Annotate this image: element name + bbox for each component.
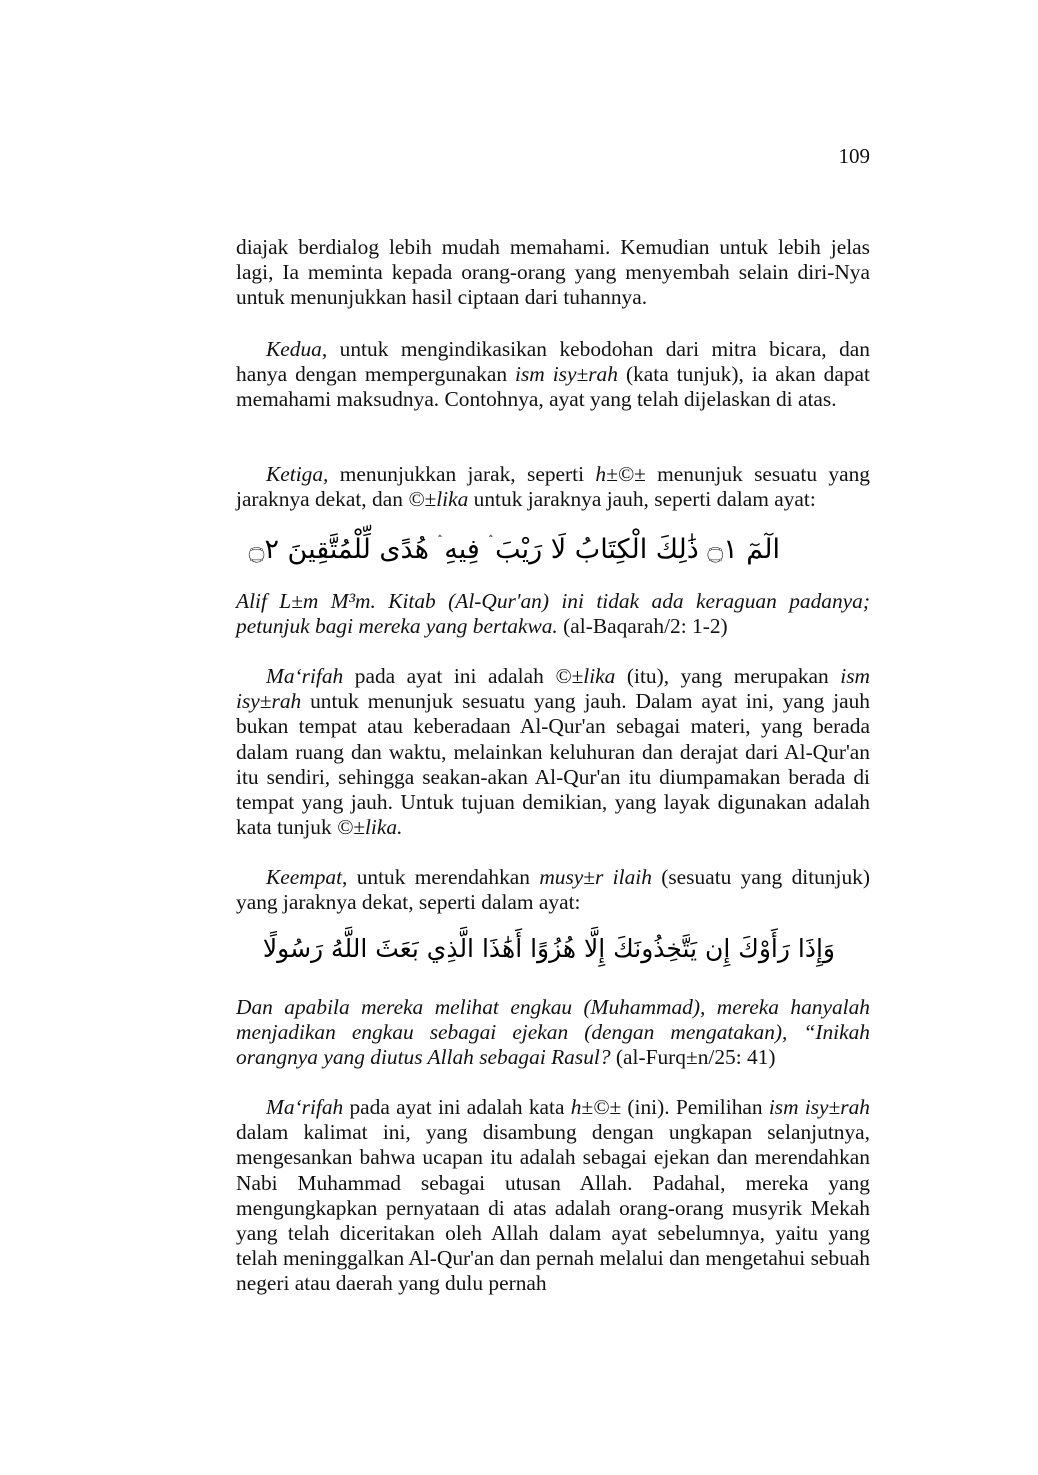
marifah-2-text-1: pada ayat ini adalah kata	[343, 1095, 571, 1119]
marifah-1-text-2: (itu), yang merupakan	[615, 664, 841, 688]
paragraph-continuation	[236, 235, 870, 311]
ketiga-lead: Ketiga,	[266, 462, 329, 486]
marifah-1-text-1: pada ayat ini adalah	[343, 664, 556, 688]
marifah-2-text-3: dalam kalimat ini, yang disambung dengan ungkapan selanjutnya, mengesankan bahwa ucapan itu adalah sebagai ejekan dan merendahkan Nabi Muhammad sebagai utusan Allah. Padahal, mereka yang mengungkapkan pernyataan di atas adalah orang-orang musyrik Mekah yang telah diceritakan oleh Allah dalam ayat sebelumnya, yaitu yang telah meninggalkan Al-Qur'an dan pernah melalui dan mengetahui sebuah negeri atau daerah yang dulu pernah	[236, 1120, 870, 1296]
ketiga-term-1: h±©±	[595, 462, 646, 486]
verse-1-arabic: الٓمٓ ۝١ ذَٰلِكَ الْكِتَابُ لَا رَيْبَ ۛ فِيهِ ۛ هُدًى لِّلْمُتَّقِينَ ۝٢	[248, 534, 780, 565]
verse-2-translation-block	[236, 995, 870, 1071]
ketiga-term-2: ©±lika	[408, 487, 469, 512]
marifah-2-text-2: (ini). Pemilihan	[621, 1095, 769, 1119]
keempat-text-1: , untuk merendahkan	[342, 865, 540, 889]
verse-1-translation: Alif L±m M³m. Kitab (Al-Qur'an) ini tidak ada keraguan padanya; petunjuk bagi mereka yang bertakwa.	[236, 589, 870, 639]
paragraph-1-text: diajak berdialog lebih mudah memahami. Kemudian untuk lebih jelas lagi, Ia meminta kepada orang-orang yang menyembah selain diri-Nya untuk menunjukkan hasil ciptaan dari tuhannya.	[236, 235, 870, 310]
keempat-lead: Keempat	[266, 865, 343, 889]
marifah-1-lead: Ma‘rifah	[266, 664, 344, 688]
kedua-text-2: (kata tunjuk), ia akan dapat memahami maksudnya. Contohnya, ayat yang telah dijelaskan di atas.	[236, 362, 870, 412]
kedua-term: ism isy±rah	[515, 362, 618, 387]
marifah-2-lead: Ma‘rifah	[266, 1095, 344, 1119]
kedua-lead: Kedua,	[266, 337, 328, 361]
ketiga-text-3: untuk jaraknya jauh, seperti dalam ayat:	[468, 487, 816, 512]
marifah-1-text-3: untuk menunjuk sesuatu yang jauh. Dalam ayat ini, yang jauh bukan tempat atau keberadaan Al-Qur'an sebagai materi, yang berada dalam ruang dan waktu, melainkan keluhuran dan derajat dari Al-Qur'an itu sendiri, sehingga seakan-akan Al-Qur'an itu diumpamakan berada di tempat yang jauh. Untuk tujuan demikian, yang layak digunakan adalah kata tunjuk	[236, 689, 870, 840]
verse-2-reference: (al-Furq±n/25: 41)	[610, 1045, 776, 1070]
marifah-1-term-2: ism isy±rah	[236, 664, 870, 714]
marifah-1-term-3: ©±lika.	[337, 815, 403, 840]
verse-2-translation: Dan apabila mereka melihat engkau (Muhammad), mereka hanyalah menjadikan engkau sebagai ejekan (dengan mengatakan), “Inikah orangnya yang diutus Allah sebagai Rasul?	[236, 995, 870, 1070]
keempat-text-2: (sesuatu yang ditunjuk) yang jaraknya dekat, seperti dalam ayat:	[236, 865, 870, 915]
page-number: 109	[838, 144, 870, 168]
marifah-1-term-1: ©±lika	[555, 664, 616, 688]
paragraph-marifah-2	[236, 1095, 870, 1297]
verse-2-arabic: وَإِذَا رَأَوْكَ إِن يَتَّخِذُونَكَ إِلَّا هُزُوًا أَهَٰذَا الَّذِي بَعَثَ اللَّهُ رَسُولًا	[262, 934, 835, 963]
paragraph-ketiga	[236, 462, 870, 512]
marifah-2-term-1: h±©±	[570, 1095, 622, 1119]
paragraph-marifah-1	[236, 664, 870, 840]
paragraph-keempat	[236, 865, 870, 915]
paragraph-kedua	[236, 337, 870, 413]
verse-1-reference: (al-Baqarah/2: 1-2)	[557, 614, 728, 639]
ketiga-text-1: menunjukkan jarak, seperti	[328, 462, 596, 486]
keempat-term: musy±r ilaih	[539, 865, 652, 889]
ketiga-text-2: menunjuk sesuatu yang jaraknya dekat, dan	[236, 462, 870, 512]
verse-1-translation-block	[236, 589, 870, 639]
kedua-text-1: untuk mengindikasikan kebodohan dari mitra bicara, dan hanya dengan mempergunakan	[236, 337, 870, 387]
marifah-2-term-2: ism isy±rah	[768, 1095, 871, 1119]
